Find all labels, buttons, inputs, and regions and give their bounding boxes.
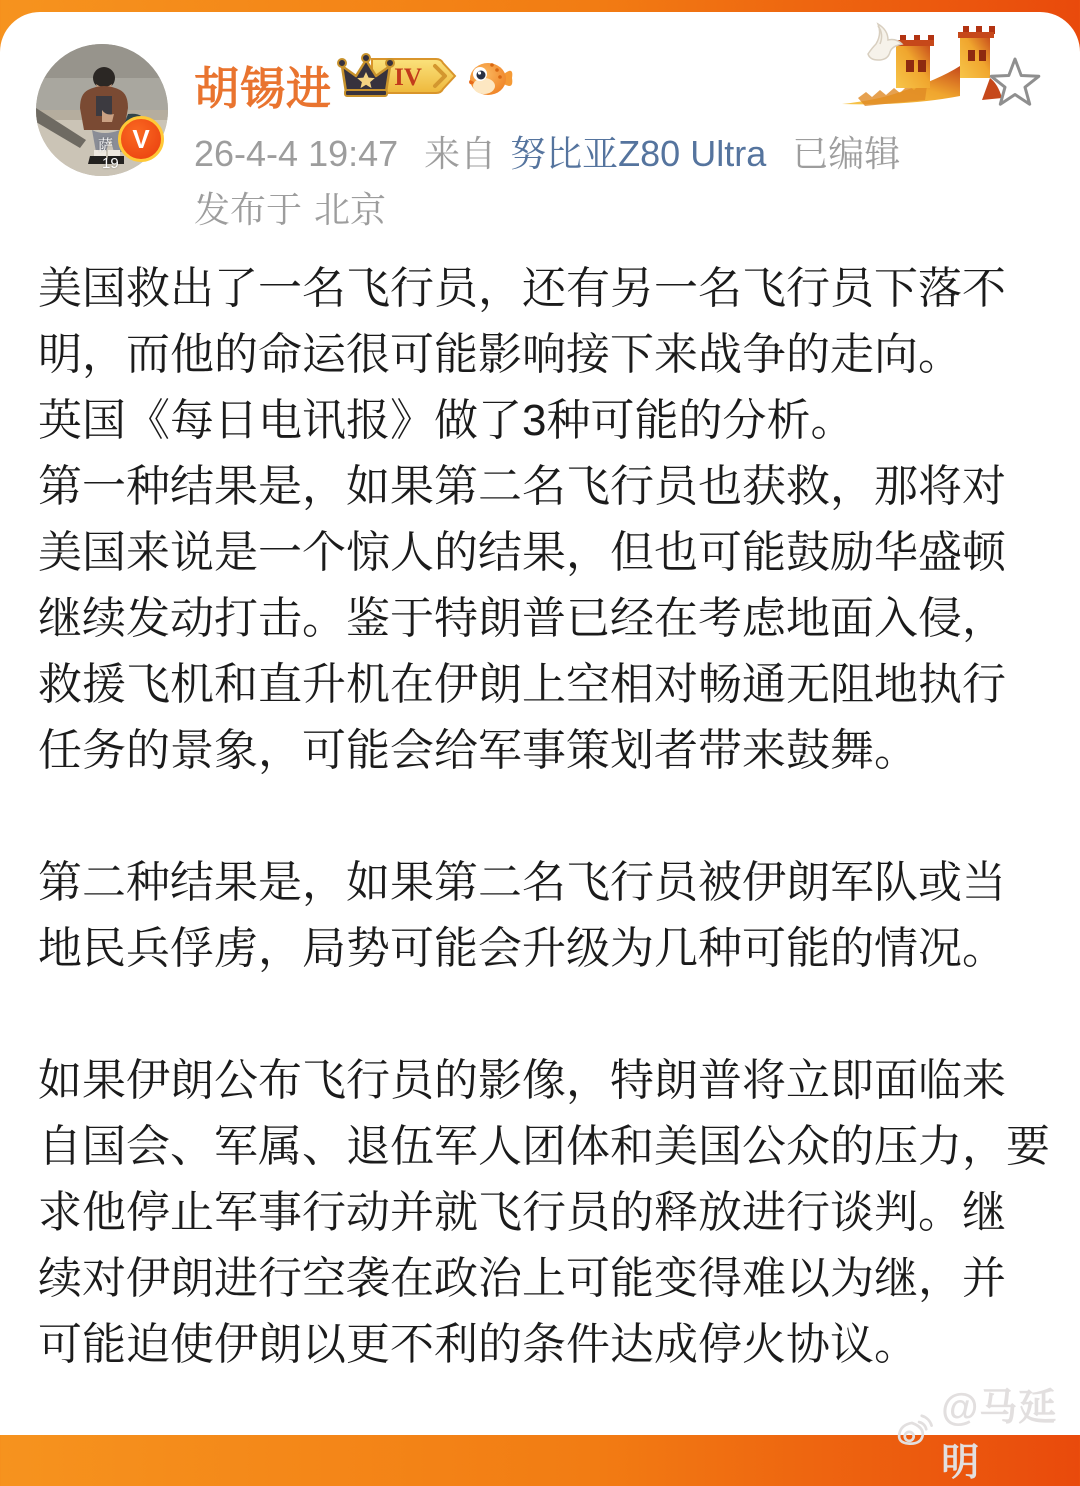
timestamp: 26-4-4 19:47 [194,133,399,174]
username-link[interactable]: 胡锡进 [194,63,333,114]
favorite-star-icon[interactable] [986,54,1044,112]
post-text-line: 任务的景象，可能会给军事策划者带来鼓舞。 [38,726,918,775]
post-text-line: 救援飞机和直升机在伊朗上空相对畅通无阻地执行 [38,660,1006,709]
paragraph [38,1048,1050,1378]
post-text-line: 如果伊朗公布飞行员的影像，特朗普将立即面临来 [38,1056,1006,1105]
avatar-caption-text: 19 [102,155,119,172]
post-body [38,256,1050,1378]
published-label: 发布于 [194,189,303,230]
post-text-line: 可能迫使伊朗以更不利的条件达成停火协议。 [38,1320,918,1369]
avatar-caption-text: 萨 [98,137,114,154]
post-location [194,182,386,233]
paragraph [38,256,1050,784]
location-link[interactable]: 北京 [314,189,387,230]
post-text-line: 求他停止军事行动并就飞行员的释放进行谈判。继 [38,1188,1006,1237]
post-text-line: 英国《每日电讯报》做了3种可能的分析。 [38,396,855,445]
watermark-text: @马延明 [941,1387,1058,1484]
watermark [894,1376,1080,1486]
great-wall-dove-decoration [838,8,1006,112]
post-text-line: 地民兵俘虏，局势可能会升级为几种可能的情况。 [38,924,1006,973]
edited-label[interactable]: 已编辑 [792,133,901,174]
verified-v-icon [118,116,164,162]
post-text-line: 美国来说是一个惊人的结果，但也可能鼓励华盛顿 [38,528,1006,577]
post-text-line: 明，而他的命运很可能影响接下来战争的走向。 [38,330,962,379]
post-meta [194,126,900,177]
device-source-link[interactable]: 努比亚Z80 Ultra [510,133,767,174]
weibo-logo-icon [894,1408,935,1454]
post-text-line: 第一种结果是，如果第二名飞行员也获救，那将对 [38,462,1006,511]
from-label: 来自 [424,133,497,174]
vip-level-text: IV [394,64,422,91]
paragraph [38,850,1050,982]
post-text-line: 继续发动打击。鉴于特朗普已经在考虑地面入侵， [38,594,1006,643]
post-text-line: 自国会、军属、退伍军人团体和美国公众的压力，要 [38,1122,1050,1171]
post-text-line: 第二种结果是，如果第二名飞行员被伊朗军队或当 [38,858,1006,907]
verified-letter: V [132,124,150,154]
vip-crown-level-icon[interactable] [336,52,460,100]
post-text-line: 续对伊朗进行空袭在政治上可能变得难以为继，并 [38,1254,1006,1303]
post-text-line: 美国救出了一名飞行员，还有另一名飞行员下落不 [38,264,1006,313]
pufferfish-icon[interactable] [466,52,518,104]
